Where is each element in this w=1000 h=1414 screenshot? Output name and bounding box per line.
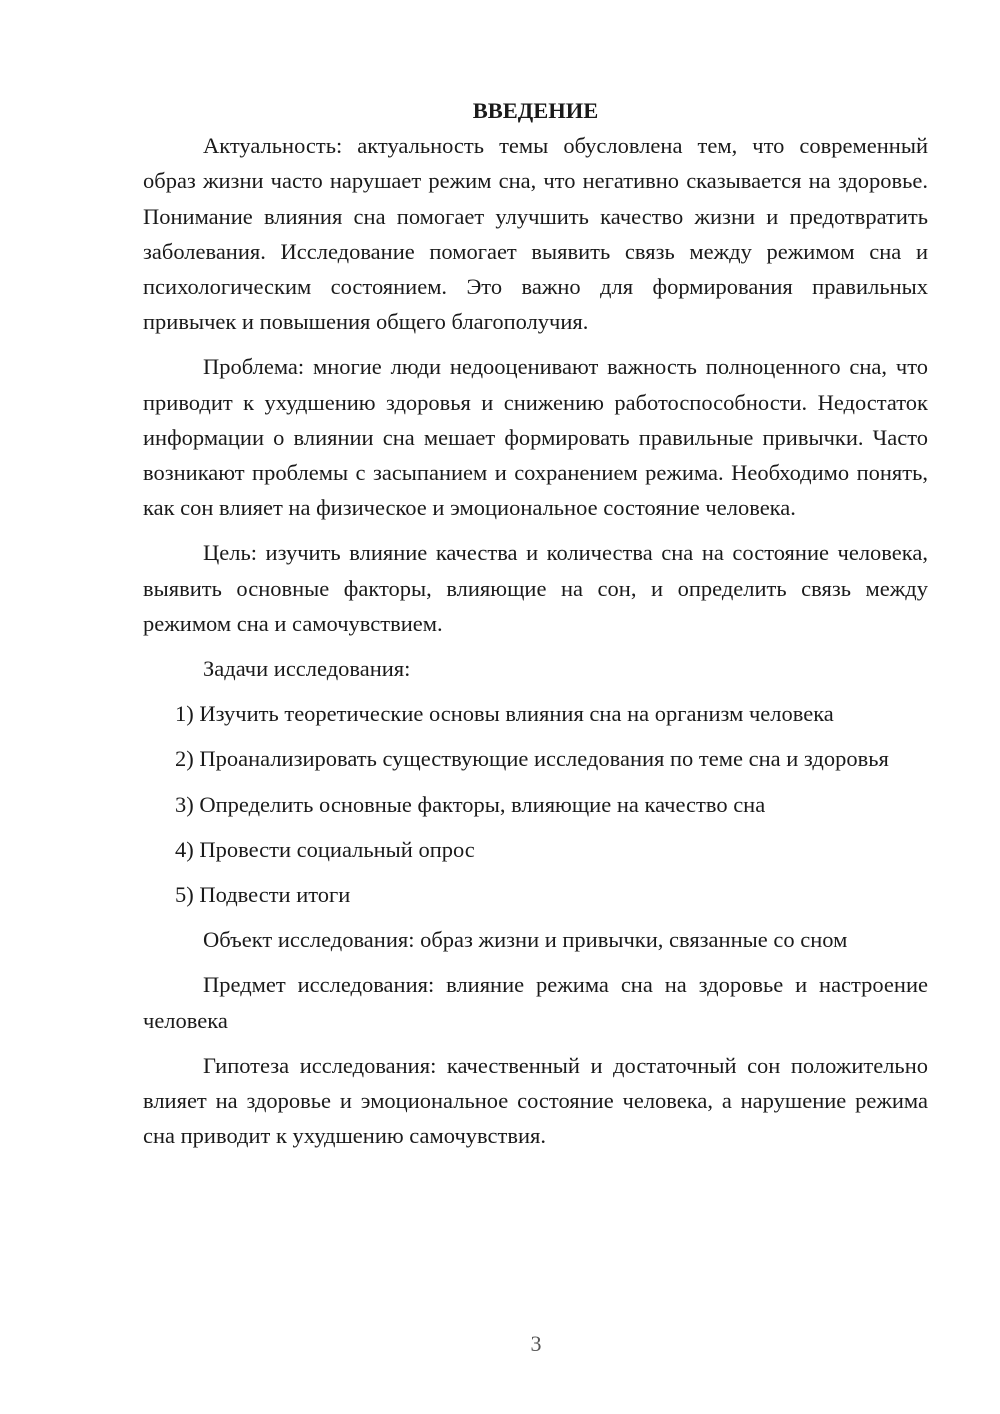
tasks-heading: Задачи исследования: bbox=[203, 656, 411, 682]
paragraph-subject: Предмет исследования: влияние режима сна на здоровье и настроение человека bbox=[143, 972, 928, 1033]
paragraph-hypothesis: Гипотеза исследования: качественный и достаточный сон положительно влияет на здоровье и эмоциональное состояние человека, а нарушение режима сна приводит к ухудшению самочувствия. bbox=[143, 1052, 928, 1149]
task-item-3: 3) Определить основные факторы, влияющие на качество сна bbox=[175, 791, 766, 817]
task-item-5: 5) Подвести итоги bbox=[175, 882, 351, 908]
paragraph-problem: Проблема: многие люди недооценивают важность полноценного сна, что приводит к ухудшению здоровья и снижению работоспособности. Недостаток информации о влиянии сна мешает формировать правильные привычки. Часто возникают проблемы с засыпанием и сохранением режима. Необходимо понять, как сон влияет на физическое и эмоциональное состояние человека. bbox=[143, 354, 928, 521]
paragraph-goal: Цель: изучить влияние качества и количества сна на состояние человека, выявить основные факторы, влияющие на сон, и определить связь между режимом сна и самочувствием. bbox=[143, 540, 928, 636]
page-number: 3 bbox=[530, 1331, 542, 1356]
page-content bbox=[143, 93, 928, 1153]
task-item-2: 2) Проанализировать существующие исследования по теме сна и здоровья bbox=[175, 746, 889, 772]
task-item-1: 1) Изучить теоретические основы влияния сна на организм человека bbox=[175, 701, 834, 727]
task-item-4: 4) Провести социальный опрос bbox=[175, 836, 475, 862]
paragraph-object: Объект исследования: образ жизни и привычки, связанные со сном bbox=[203, 927, 848, 953]
paragraph-relevance: Актуальность: актуальность темы обусловлена тем, что современный образ жизни часто нарушает режим сна, что негативно сказывается на здоровье. Понимание влияния сна помогает улучшить качество жизни и предотвратить заболевания. Исследование помогает выявить связь между режимом сна и психологическим состоянием. Это важно для формирования правильных привычек и повышения общего благополучия. bbox=[143, 133, 928, 335]
page-title: ВВЕДЕНИЕ bbox=[472, 98, 599, 123]
